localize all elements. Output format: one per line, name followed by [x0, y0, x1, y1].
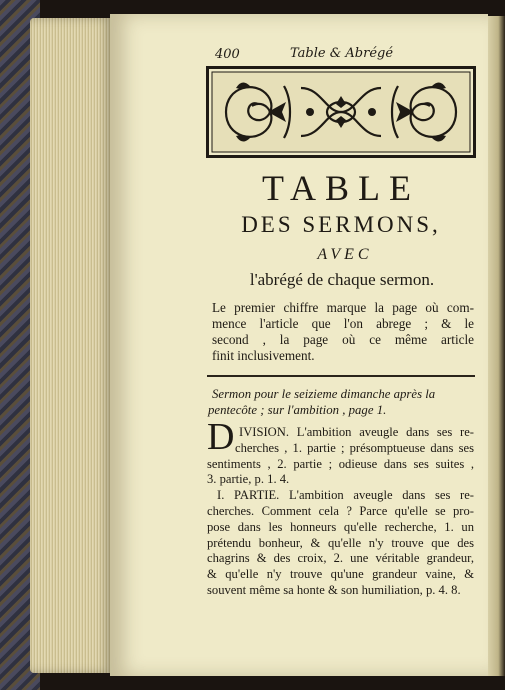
section-rule	[207, 375, 475, 377]
page-block-edges	[30, 18, 112, 673]
page-number: 400	[215, 47, 240, 62]
intro-line: Le premier chiffre marque la page où com-	[212, 300, 474, 315]
body-line: souvent même sa honte & son humiliation, p. 4. 8.	[207, 582, 461, 597]
heading-table: TABLE	[261, 168, 421, 208]
sermon-heading-line: pentecôte ; sur l'ambition , page 1.	[208, 403, 387, 417]
facing-page-edge	[488, 16, 505, 676]
heading-des-sermons: DES SERMONS,	[241, 212, 441, 237]
running-title: Table & Abrégé	[290, 46, 394, 61]
body-line: chagrins & des croix, 2. une véritable grandeur,	[207, 551, 474, 566]
intro-line: finit inclusivement.	[212, 348, 315, 363]
body-line: sentiments , 2. partie ; odieuse dans ses suites ,	[207, 456, 474, 471]
body-line: IVISION. L'ambition aveugle dans ses re-	[239, 425, 474, 439]
body-line: pose dans les honneurs qu'elle recherche, 1. un	[207, 519, 474, 534]
intro-line: mence l'article que l'on abrege ; & le	[212, 316, 474, 331]
body-line: I. PARTIE. L'ambition aveugle dans ses re-	[217, 488, 474, 503]
body-line: prétendu bonheur, & qu'elle n'y trouve que des	[207, 535, 474, 550]
drop-cap: D	[207, 416, 235, 458]
body-line: & qu'elle n'y trouve qu'une grandeur vaine, &	[207, 567, 474, 582]
body-line: cherches. Comment cela ? Parce qu'elle se pro-	[207, 503, 474, 518]
intro-line: second , la page où ce même article	[212, 332, 474, 347]
heading-avec: AVEC	[317, 246, 373, 263]
ornamental-headpiece	[206, 66, 476, 158]
body-text	[207, 425, 474, 599]
body-line: 3. partie, p. 1. 4.	[207, 472, 290, 487]
sermon-heading	[208, 386, 474, 418]
heading-abrege: l'abrégé de chaque sermon.	[249, 270, 435, 289]
sermon-heading-line: Sermon pour le seizieme dimanche après la	[212, 387, 436, 401]
intro-paragraph	[212, 300, 474, 364]
body-line: cherches , 1. partie ; présomptueuse dans ses	[235, 440, 474, 455]
